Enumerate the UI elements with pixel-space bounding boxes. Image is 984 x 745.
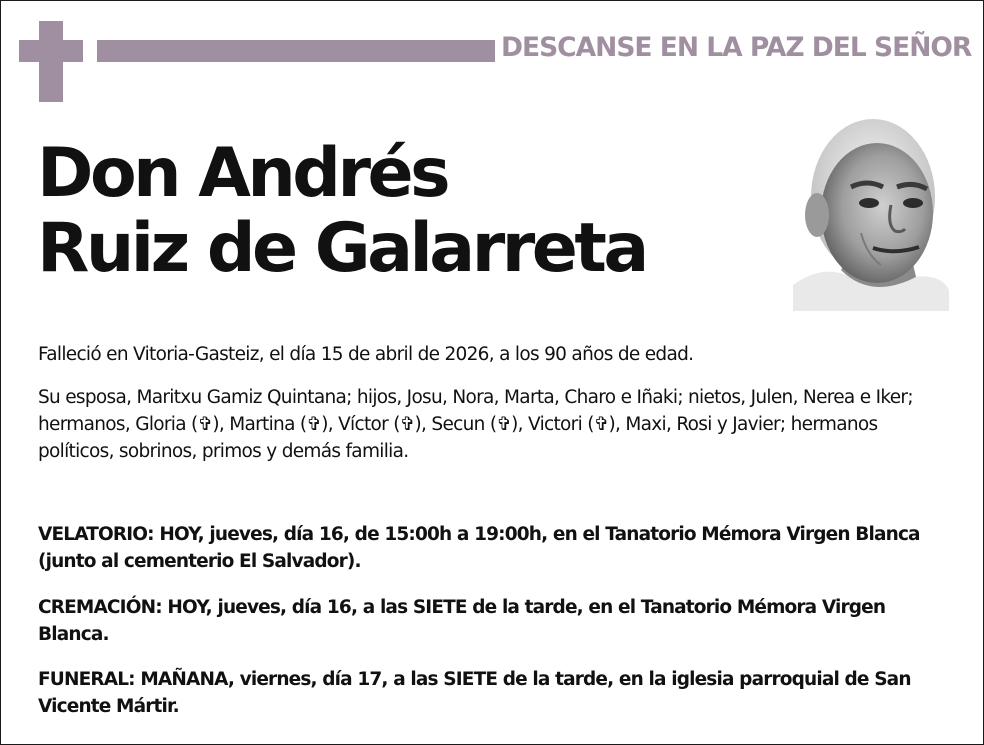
cremacion-notice: CREMACIÓN: HOY, jueves, día 16, a las SIETE de la tarde, en el Tanatorio Mémora Virgen Blanca. [38, 597, 886, 645]
death-notice: Falleció en Vitoria-Gasteiz, el día 15 de abril de 2026, a los 90 años de edad. [38, 344, 694, 365]
funeral-notice: FUNERAL: MAÑANA, viernes, día 17, a las SIETE de la tarde, en la iglesia parroquial de San Vicente Mártir. [38, 669, 911, 717]
header-title: DESCANSE EN LA PAZ DEL SEÑOR [501, 32, 972, 63]
cross-icon-horizontal [19, 40, 83, 62]
family-list: Su esposa, Maritxu Gamiz Quintana; hijos, Josu, Nora, Marta, Charo e Iñaki; nietos, Julen, Nerea e Iker; hermanos, Gloria (✞), Martina (✞), Víctor (✞), Secun (✞), Victori (✞), Maxi, Rosi y Javier; hermanos políticos, sobrinos, primos y demás familia. [38, 387, 913, 462]
portrait-photo [791, 105, 951, 311]
header-bar [97, 40, 495, 62]
deceased-name-line2: Ruiz de Galarreta [37, 209, 646, 288]
velatorio-notice: VELATORIO: HOY, jueves, día 16, de 15:00h a 19:00h, en el Tanatorio Mémora Virgen Blanca (junto al cementerio El Salvador). [38, 524, 920, 572]
deceased-name-line1: Don Andrés [37, 134, 448, 213]
